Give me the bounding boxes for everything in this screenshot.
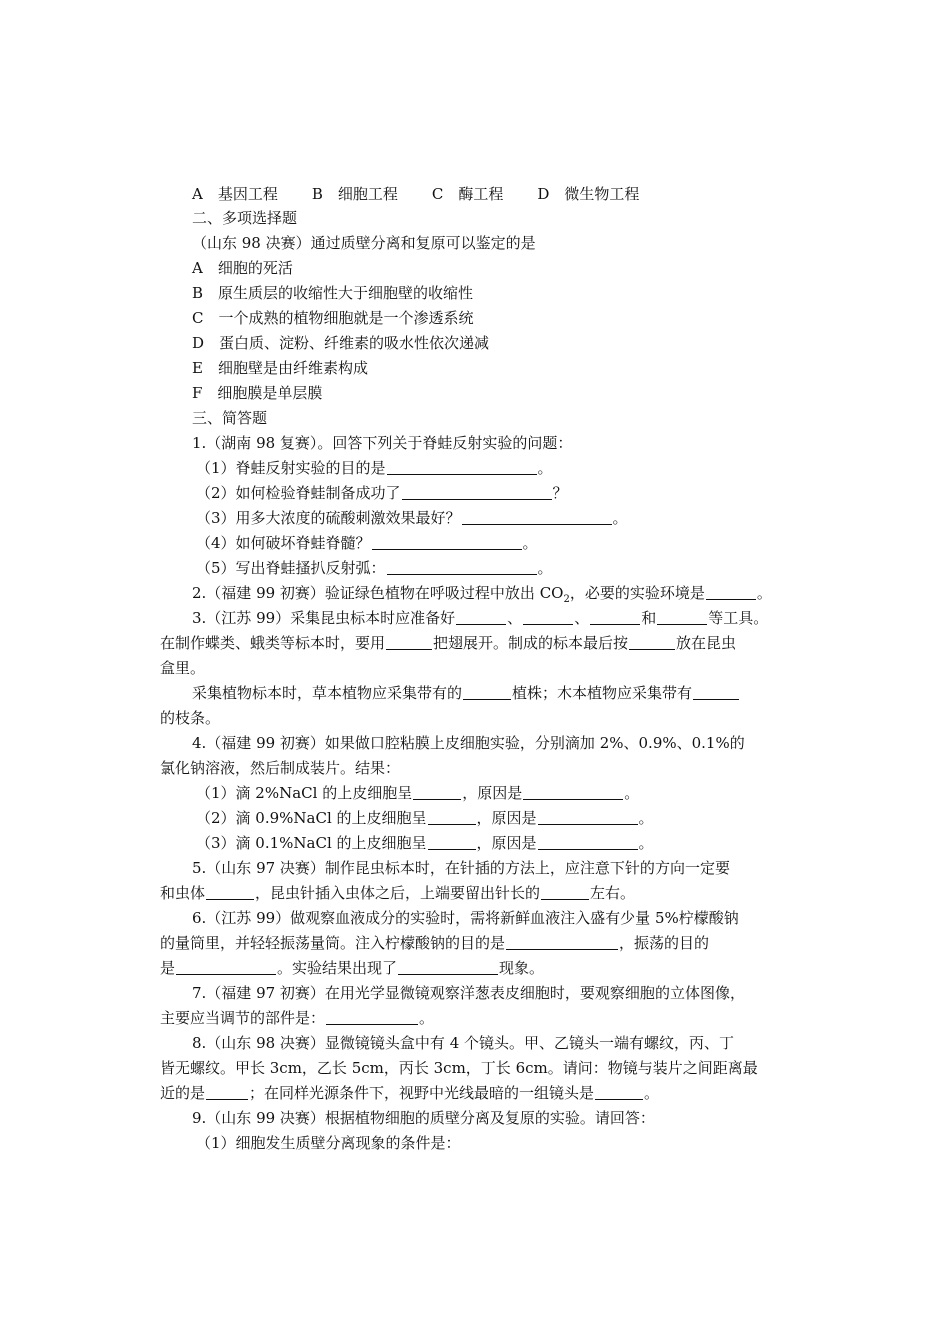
question-stem: 2.（福建 99 初赛）验证绿色植物在呼吸过程中放出 $CO_2$，必要的实验环境是 。 — [192, 584, 772, 605]
answer-blank[interactable] — [387, 558, 537, 575]
answer-blank[interactable] — [176, 958, 276, 975]
option-a: A 基因工程 — [192, 185, 278, 203]
option-item: F 细胞膜是单层膜 — [192, 384, 323, 402]
question-stem: 6.（江苏 99）做观察血液成分的实验时，需将新鲜血液注入盛有少量 5%柠檬酸钠 — [192, 909, 739, 927]
sub-question: （5）写出脊蛙搔扒反射弧： 。 — [196, 559, 553, 577]
answer-blank[interactable] — [590, 608, 640, 625]
question-text: 皆无螺纹。甲长 3cm，乙长 5cm，丙长 3cm，丁长 6cm。请问：物镜与装片之间距离最 — [160, 1059, 758, 1077]
answer-blank[interactable] — [398, 958, 498, 975]
sub-question: （2）滴 0.9%NaCl 的上皮细胞呈 ，原因是 。 — [196, 809, 654, 827]
sub-question: （1）脊蛙反射实验的目的是 。 — [196, 459, 553, 477]
option-item: C 一个成熟的植物细胞就是一个渗透系统 — [192, 309, 474, 327]
sub-question: （2）如何检验脊蛙制备成功了 ？ — [196, 484, 568, 502]
answer-blank[interactable] — [386, 633, 432, 650]
section-title: 二、多项选择题 — [192, 209, 298, 227]
answer-blank[interactable] — [462, 508, 612, 525]
sub-question: （4）如何破坏脊蛙脊髓？ 。 — [196, 534, 538, 552]
question-stem: 4.（福建 99 初赛）如果做口腔粘膜上皮细胞实验，分别滴加 2%、0.9%、0.1%的 — [192, 734, 745, 752]
question-text: 盒里。 — [160, 659, 206, 677]
answer-blank[interactable] — [456, 608, 506, 625]
question-text: 的枝条。 — [160, 709, 221, 727]
option-b: B 细胞工程 — [311, 185, 398, 203]
section-title: 三、简答题 — [192, 409, 268, 427]
answer-blank[interactable] — [463, 683, 511, 700]
question-text: 是 。实验结果出现了 现象。 — [160, 959, 545, 977]
answer-blank[interactable] — [538, 808, 638, 825]
sub-question: （3）滴 0.1%NaCl 的上皮细胞呈 ，原因是 。 — [196, 834, 654, 852]
question-text: 在制作蝶类、蛾类等标本时，要用 把翅展开。制成的标本最后按 放在昆虫 — [160, 634, 737, 652]
question-stem: 1.（湖南 98 复赛）。回答下列关于脊蛙反射实验的问题： — [192, 434, 573, 452]
answer-blank[interactable] — [523, 783, 623, 800]
option-item: B 原生质层的收缩性大于细胞壁的收缩性 — [192, 284, 474, 302]
options-row — [192, 182, 824, 207]
option-c: C 酶工程 — [431, 185, 504, 203]
answer-blank[interactable] — [506, 933, 618, 950]
question-text: 近的是 ；在同样光源条件下，视野中光线最暗的一组镜头是 。 — [160, 1084, 660, 1102]
question-stem: 9.（山东 99 决赛）根据植物细胞的质壁分离及复原的实验。请回答： — [192, 1109, 655, 1127]
answer-blank[interactable] — [693, 683, 739, 700]
answer-blank[interactable] — [657, 608, 707, 625]
question-stem: 7.（福建 97 初赛）在用光学显微镜观察洋葱表皮细胞时，要观察细胞的立体图像， — [192, 984, 745, 1002]
option-item: D 蛋白质、淀粉、纤维素的吸水性依次递减 — [192, 334, 490, 352]
question-text: 的量筒里，并轻轻振荡量筒。注入柠檬酸钠的目的是 ，振荡的目的 — [160, 934, 710, 952]
answer-blank[interactable] — [541, 883, 589, 900]
answer-blank[interactable] — [387, 458, 537, 475]
answer-blank[interactable] — [372, 533, 522, 550]
answer-blank[interactable] — [413, 783, 461, 800]
sub-question: （1）细胞发生质壁分离现象的条件是： — [196, 1134, 461, 1152]
question-stem: 5.（山东 97 决赛）制作昆虫标本时，在针插的方法上，应注意下针的方向一定要 — [192, 859, 730, 877]
question-stem: 3.（江苏 99）采集昆虫标本时应准备好 、 、 和 等工具。 — [192, 609, 769, 627]
answer-blank[interactable] — [629, 633, 675, 650]
question-stem: 8.（山东 98 决赛）显微镜镜头盒中有 4 个镜头。甲、乙镜头一端有螺纹，丙、丁 — [192, 1034, 735, 1052]
answer-blank[interactable] — [206, 883, 254, 900]
question-stem: （山东 98 决赛）通过质壁分离和复原可以鉴定的是 — [192, 234, 536, 252]
question-text: 主要应当调节的部件是： 。 — [160, 1009, 435, 1027]
answer-blank[interactable] — [706, 583, 756, 600]
question-text: 氯化钠溶液，然后制成装片。结果： — [160, 759, 401, 777]
option-item: E 细胞壁是由纤维素构成 — [192, 359, 368, 377]
answer-blank[interactable] — [595, 1083, 643, 1100]
option-d: D 微生物工程 — [537, 185, 640, 203]
answer-blank[interactable] — [523, 608, 573, 625]
answer-blank[interactable] — [428, 833, 476, 850]
answer-blank[interactable] — [326, 1008, 418, 1025]
sub-question: （3）用多大浓度的硫酸刺激效果最好？ 。 — [196, 509, 628, 527]
option-item: A 细胞的死活 — [192, 259, 293, 277]
answer-blank[interactable] — [206, 1083, 248, 1100]
answer-blank[interactable] — [402, 483, 552, 500]
answer-blank[interactable] — [428, 808, 476, 825]
question-text: 和虫体 ，昆虫针插入虫体之后，上端要留出针长的 左右。 — [160, 884, 636, 902]
sub-question: （1）滴 2%NaCl 的上皮细胞呈 ，原因是 。 — [196, 784, 640, 802]
question-text: 采集植物标本时，草本植物应采集带有的 植株；木本植物应采集带有 — [192, 681, 824, 706]
answer-blank[interactable] — [538, 833, 638, 850]
